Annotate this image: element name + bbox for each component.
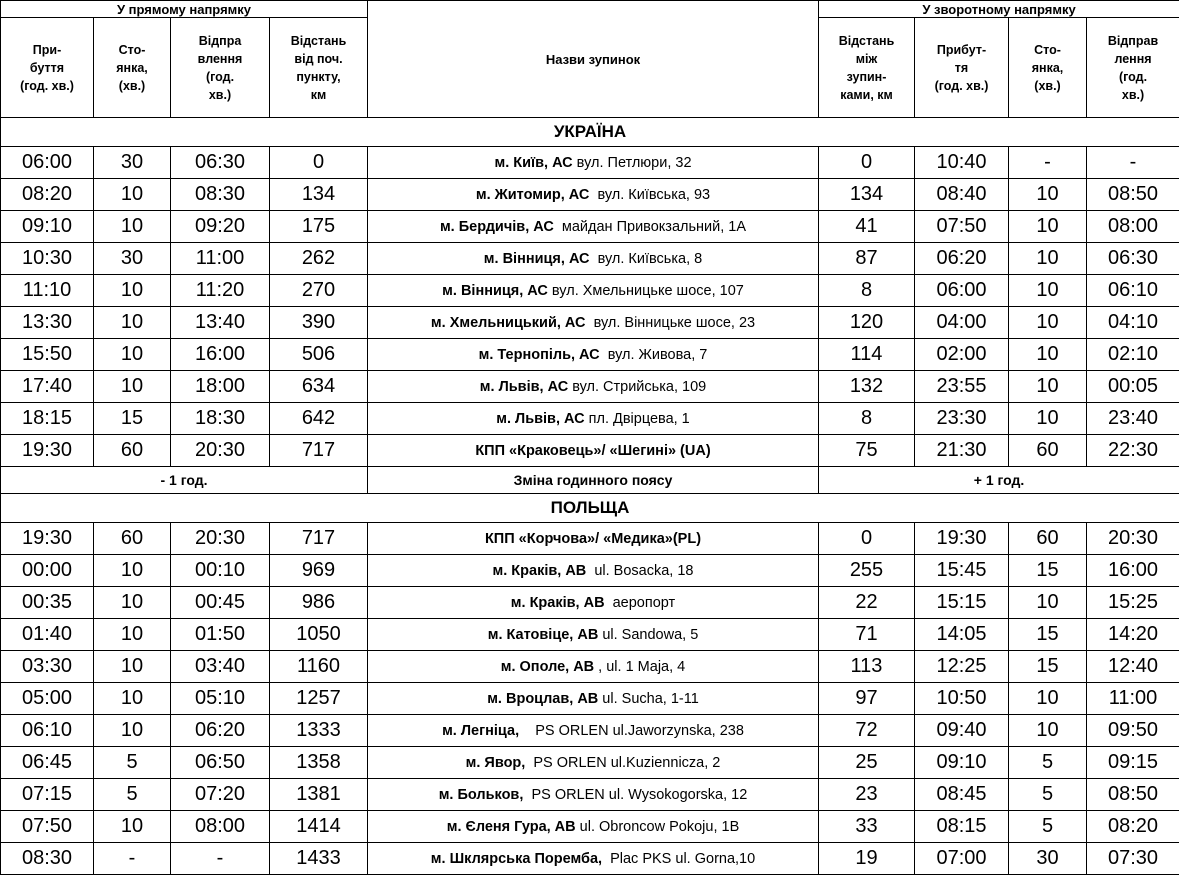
arrival-cell: 01:40: [1, 619, 94, 651]
table-row: [1, 747, 1179, 779]
stop-duration-cell: 15: [94, 403, 171, 435]
reverse-arrival-cell: 15:15: [915, 587, 1009, 619]
departure-cell: 13:40: [171, 307, 270, 339]
header-line: Відпра: [171, 32, 269, 50]
stop-address: PS ORLEN ul. Wysokogorska, 12: [523, 787, 747, 803]
stop-duration-cell: 60: [94, 435, 171, 467]
table-row: [1, 587, 1179, 619]
stop-duration-cell: 10: [94, 179, 171, 211]
stop-address: пл. Двірцева, 1: [585, 411, 690, 427]
stop-name: м. Краків, АВ: [511, 595, 605, 611]
departure-cell: 11:00: [171, 243, 270, 275]
reverse-stop-duration-cell: 15: [1009, 651, 1087, 683]
stop-duration-cell: 10: [94, 211, 171, 243]
stop-address: ul. Obroncow Pokoju, 1В: [576, 819, 740, 835]
header-line: влення: [171, 50, 269, 68]
reverse-stop-duration-header: [1009, 18, 1087, 118]
departure-cell: 18:30: [171, 403, 270, 435]
reverse-distance-cell: 114: [819, 339, 915, 371]
table-row: [1, 779, 1179, 811]
header-line: (год. хв.): [1, 77, 93, 95]
stop-name: м. Явор,: [466, 755, 526, 771]
stop-name: м. Краків, АВ: [493, 563, 587, 579]
reverse-stop-duration-cell: 5: [1009, 811, 1087, 843]
stop-duration-cell: 5: [94, 779, 171, 811]
distance-cell: 634: [270, 371, 368, 403]
table-row: [1, 651, 1179, 683]
header-line: (год. хв.): [915, 77, 1008, 95]
reverse-arrival-header: [915, 18, 1009, 118]
reverse-distance-cell: 72: [819, 715, 915, 747]
stop-address: вул. Петлюри, 32: [573, 155, 692, 171]
distance-cell: 986: [270, 587, 368, 619]
header-line: км: [270, 86, 367, 104]
table-row: [1, 683, 1179, 715]
distance-cell: 1257: [270, 683, 368, 715]
stop-name: м. Вінниця, АС: [442, 283, 548, 299]
stop-name-cell: [368, 555, 819, 587]
reverse-departure-cell: 08:50: [1087, 179, 1179, 211]
distance-cell: 1358: [270, 747, 368, 779]
departure-cell: 08:30: [171, 179, 270, 211]
reverse-arrival-cell: 09:40: [915, 715, 1009, 747]
header-line: янка,: [94, 59, 170, 77]
table-row: [1, 843, 1179, 875]
arrival-cell: 08:20: [1, 179, 94, 211]
distance-cell: 1414: [270, 811, 368, 843]
reverse-departure-cell: 06:30: [1087, 243, 1179, 275]
reverse-stop-duration-cell: 10: [1009, 403, 1087, 435]
reverse-departure-cell: 22:30: [1087, 435, 1179, 467]
arrival-cell: 11:10: [1, 275, 94, 307]
reverse-stop-duration-cell: 10: [1009, 371, 1087, 403]
reverse-arrival-cell: 23:55: [915, 371, 1009, 403]
table-row: [1, 523, 1179, 555]
table-row: [1, 619, 1179, 651]
stop-duration-cell: 10: [94, 555, 171, 587]
stop-address: майдан Привокзальний, 1А: [554, 219, 746, 235]
reverse-stop-duration-cell: 10: [1009, 179, 1087, 211]
reverse-departure-cell: 11:00: [1087, 683, 1179, 715]
stop-name-cell: [368, 211, 819, 243]
stop-duration-cell: -: [94, 843, 171, 875]
departure-cell: -: [171, 843, 270, 875]
stop-name-cell: [368, 523, 819, 555]
reverse-stop-duration-cell: 10: [1009, 339, 1087, 371]
stop-name: м. Львів, АС: [480, 379, 568, 395]
reverse-arrival-cell: 09:10: [915, 747, 1009, 779]
table-row: [1, 339, 1179, 371]
departure-cell: 20:30: [171, 435, 270, 467]
stop-name-cell: [368, 243, 819, 275]
reverse-departure-cell: 08:50: [1087, 779, 1179, 811]
stop-name-cell: [368, 587, 819, 619]
header-line: Сто-: [94, 41, 170, 59]
stop-address: вул. Вінницьке шосе, 23: [586, 315, 756, 331]
stop-name-cell: [368, 811, 819, 843]
stop-address: ul. Sandowa, 5: [598, 627, 698, 643]
departure-cell: 06:50: [171, 747, 270, 779]
reverse-distance-cell: 87: [819, 243, 915, 275]
reverse-departure-cell: 02:10: [1087, 339, 1179, 371]
stop-duration-cell: 10: [94, 651, 171, 683]
forward-direction-header: У прямому напрямку: [1, 1, 368, 18]
reverse-departure-cell: 08:20: [1087, 811, 1179, 843]
reverse-arrival-cell: 07:50: [915, 211, 1009, 243]
stop-address: , ul. 1 Maja, 4: [594, 659, 685, 675]
timezone-plus: + 1 год.: [819, 467, 1179, 494]
header-line: Відправ: [1087, 32, 1179, 50]
arrival-cell: 17:40: [1, 371, 94, 403]
header-line: пункту,: [270, 68, 367, 86]
distance-cell: 1050: [270, 619, 368, 651]
stop-address: PS ORLEN ul.Kuziennicza, 2: [525, 755, 720, 771]
reverse-stop-duration-cell: 15: [1009, 555, 1087, 587]
reverse-arrival-cell: 08:40: [915, 179, 1009, 211]
table-row: [1, 371, 1179, 403]
arrival-cell: 06:00: [1, 147, 94, 179]
arrival-cell: 18:15: [1, 403, 94, 435]
header-line: лення: [1087, 50, 1179, 68]
departure-cell: 06:30: [171, 147, 270, 179]
arrival-cell: 13:30: [1, 307, 94, 339]
reverse-distance-cell: 0: [819, 523, 915, 555]
stop-name-cell: [368, 619, 819, 651]
stop-name-cell: [368, 683, 819, 715]
stop-address: вул. Стрийська, 109: [568, 379, 706, 395]
reverse-stop-duration-cell: 10: [1009, 683, 1087, 715]
reverse-stop-duration-cell: 60: [1009, 435, 1087, 467]
distance-cell: 390: [270, 307, 368, 339]
stop-name-cell: [368, 179, 819, 211]
header-line: хв.): [1087, 86, 1179, 104]
distance-between-stops-header: [819, 18, 915, 118]
distance-cell: 1433: [270, 843, 368, 875]
stop-name: м. Легніца,: [442, 723, 519, 739]
stop-address: вул. Живова, 7: [600, 347, 708, 363]
distance-cell: 717: [270, 523, 368, 555]
departure-cell: 01:50: [171, 619, 270, 651]
distance-cell: 262: [270, 243, 368, 275]
stop-duration-cell: 10: [94, 619, 171, 651]
departure-cell: 08:00: [171, 811, 270, 843]
arrival-cell: 03:30: [1, 651, 94, 683]
header-line: янка,: [1009, 59, 1086, 77]
departure-cell: 00:45: [171, 587, 270, 619]
stop-duration-cell: 10: [94, 587, 171, 619]
reverse-arrival-cell: 14:05: [915, 619, 1009, 651]
stop-name-cell: [368, 147, 819, 179]
arrival-header: [1, 18, 94, 118]
stop-address: аеропорт: [605, 595, 676, 611]
reverse-distance-cell: 0: [819, 147, 915, 179]
arrival-cell: 05:00: [1, 683, 94, 715]
reverse-departure-cell: 16:00: [1087, 555, 1179, 587]
reverse-departure-cell: 12:40: [1087, 651, 1179, 683]
stop-duration-cell: 10: [94, 371, 171, 403]
header-line: (год.: [1087, 68, 1179, 86]
arrival-cell: 00:00: [1, 555, 94, 587]
reverse-distance-cell: 41: [819, 211, 915, 243]
reverse-arrival-cell: 23:30: [915, 403, 1009, 435]
stop-duration-cell: 10: [94, 683, 171, 715]
reverse-departure-cell: 09:15: [1087, 747, 1179, 779]
reverse-departure-cell: 20:30: [1087, 523, 1179, 555]
reverse-stop-duration-cell: 15: [1009, 619, 1087, 651]
stop-name: м. Бердичів, АС: [440, 219, 554, 235]
reverse-stop-duration-cell: 10: [1009, 587, 1087, 619]
arrival-cell: 15:50: [1, 339, 94, 371]
arrival-cell: 10:30: [1, 243, 94, 275]
reverse-distance-cell: 120: [819, 307, 915, 339]
distance-cell: 969: [270, 555, 368, 587]
stop-duration-cell: 60: [94, 523, 171, 555]
header-line: Відстань: [270, 32, 367, 50]
arrival-cell: 07:50: [1, 811, 94, 843]
reverse-stop-duration-cell: 10: [1009, 243, 1087, 275]
reverse-distance-cell: 33: [819, 811, 915, 843]
arrival-cell: 19:30: [1, 523, 94, 555]
reverse-departure-cell: -: [1087, 147, 1179, 179]
stop-name-cell: [368, 307, 819, 339]
departure-cell: 07:20: [171, 779, 270, 811]
stop-name-cell: [368, 275, 819, 307]
stop-name-cell: [368, 747, 819, 779]
header-line: ками, км: [819, 86, 914, 104]
reverse-arrival-cell: 06:20: [915, 243, 1009, 275]
reverse-distance-cell: 8: [819, 403, 915, 435]
departure-cell: 16:00: [171, 339, 270, 371]
stop-name: м. Больков,: [439, 787, 524, 803]
header-line: Прибут-: [915, 41, 1008, 59]
arrival-cell: 06:10: [1, 715, 94, 747]
reverse-arrival-cell: 21:30: [915, 435, 1009, 467]
header-line: від поч.: [270, 50, 367, 68]
reverse-distance-cell: 71: [819, 619, 915, 651]
reverse-stop-duration-cell: 10: [1009, 307, 1087, 339]
reverse-arrival-cell: 08:45: [915, 779, 1009, 811]
reverse-stop-duration-cell: 60: [1009, 523, 1087, 555]
stop-duration-cell: 10: [94, 307, 171, 339]
header-line: (хв.): [94, 77, 170, 95]
stop-names-header: Назви зупинок: [368, 1, 819, 118]
arrival-cell: 08:30: [1, 843, 94, 875]
stop-name-cell: [368, 339, 819, 371]
stop-name-cell: [368, 371, 819, 403]
departure-header: [171, 18, 270, 118]
departure-cell: 09:20: [171, 211, 270, 243]
stop-name: м. Львів, АС: [496, 411, 584, 427]
reverse-departure-header: [1087, 18, 1179, 118]
stop-duration-cell: 30: [94, 243, 171, 275]
distance-cell: 1160: [270, 651, 368, 683]
stop-name-cell: [368, 779, 819, 811]
stop-name: м. Вроцлав, АВ: [487, 691, 598, 707]
reverse-distance-cell: 255: [819, 555, 915, 587]
header-line: (год.: [171, 68, 269, 86]
stop-duration-cell: 30: [94, 147, 171, 179]
reverse-departure-cell: 15:25: [1087, 587, 1179, 619]
timezone-minus: - 1 год.: [1, 467, 368, 494]
table-row: [1, 211, 1179, 243]
departure-cell: 05:10: [171, 683, 270, 715]
reverse-arrival-cell: 10:40: [915, 147, 1009, 179]
stop-address: ul. Bosacka, 18: [586, 563, 693, 579]
stop-name: КПП «Краковець»/ «Шегині» (UA): [475, 443, 710, 459]
reverse-arrival-cell: 07:00: [915, 843, 1009, 875]
stop-name: КПП «Корчова»/ «Медика»(PL): [485, 531, 701, 547]
reverse-distance-cell: 8: [819, 275, 915, 307]
table-row: [1, 307, 1179, 339]
arrival-cell: 19:30: [1, 435, 94, 467]
reverse-distance-cell: 75: [819, 435, 915, 467]
stop-address: вул. Київська, 93: [589, 187, 710, 203]
arrival-cell: 09:10: [1, 211, 94, 243]
stop-address: вул. Хмельницьке шосе, 107: [548, 283, 744, 299]
reverse-distance-cell: 132: [819, 371, 915, 403]
stop-name: м. Тернопіль, АС: [479, 347, 600, 363]
stop-duration-header: [94, 18, 171, 118]
reverse-direction-header: У зворотному напрямку: [819, 1, 1179, 18]
table-row: [1, 435, 1179, 467]
departure-cell: 20:30: [171, 523, 270, 555]
reverse-stop-duration-cell: 10: [1009, 715, 1087, 747]
header-line: зупин-: [819, 68, 914, 86]
departure-cell: 06:20: [171, 715, 270, 747]
stop-name: м. Ополе, АВ: [501, 659, 594, 675]
reverse-distance-cell: 23: [819, 779, 915, 811]
reverse-departure-cell: 14:20: [1087, 619, 1179, 651]
reverse-stop-duration-cell: -: [1009, 147, 1087, 179]
stop-duration-cell: 10: [94, 715, 171, 747]
reverse-distance-cell: 97: [819, 683, 915, 715]
stop-duration-cell: 10: [94, 275, 171, 307]
stop-duration-cell: 10: [94, 811, 171, 843]
reverse-distance-cell: 113: [819, 651, 915, 683]
distance-cell: 717: [270, 435, 368, 467]
reverse-arrival-cell: 12:25: [915, 651, 1009, 683]
country-ukraine: УКРАЇНА: [1, 118, 1179, 147]
header-line: (хв.): [1009, 77, 1086, 95]
reverse-departure-cell: 00:05: [1087, 371, 1179, 403]
stop-name-cell: [368, 403, 819, 435]
reverse-departure-cell: 23:40: [1087, 403, 1179, 435]
stop-name-cell: [368, 651, 819, 683]
reverse-departure-cell: 08:00: [1087, 211, 1179, 243]
departure-cell: 03:40: [171, 651, 270, 683]
reverse-arrival-cell: 15:45: [915, 555, 1009, 587]
table-row: [1, 403, 1179, 435]
arrival-cell: 00:35: [1, 587, 94, 619]
reverse-arrival-cell: 10:50: [915, 683, 1009, 715]
distance-from-start-header: [270, 18, 368, 118]
stop-duration-cell: 10: [94, 339, 171, 371]
header-line: Сто-: [1009, 41, 1086, 59]
stop-name: м. Хмельницький, АС: [431, 315, 586, 331]
stop-address: вул. Київська, 8: [590, 251, 703, 267]
stop-name: м. Єленя Гура, АВ: [447, 819, 576, 835]
reverse-arrival-cell: 19:30: [915, 523, 1009, 555]
reverse-arrival-cell: 04:00: [915, 307, 1009, 339]
distance-cell: 134: [270, 179, 368, 211]
header-line: між: [819, 50, 914, 68]
reverse-departure-cell: 09:50: [1087, 715, 1179, 747]
reverse-arrival-cell: 08:15: [915, 811, 1009, 843]
header-line: Відстань: [819, 32, 914, 50]
reverse-distance-cell: 22: [819, 587, 915, 619]
distance-cell: 270: [270, 275, 368, 307]
table-row: [1, 243, 1179, 275]
table-row: [1, 555, 1179, 587]
stop-address: PS ORLEN ul.Jaworzynska, 238: [519, 723, 744, 739]
header-line: буття: [1, 59, 93, 77]
header-line: тя: [915, 59, 1008, 77]
reverse-stop-duration-cell: 10: [1009, 275, 1087, 307]
reverse-distance-cell: 134: [819, 179, 915, 211]
stop-duration-cell: 5: [94, 747, 171, 779]
stop-name: м. Київ, АС: [494, 155, 572, 171]
table-row: [1, 715, 1179, 747]
stop-name: м. Вінниця, АС: [484, 251, 590, 267]
reverse-stop-duration-cell: 10: [1009, 211, 1087, 243]
stop-name: м. Шклярська Поремба,: [431, 851, 602, 867]
reverse-stop-duration-cell: 5: [1009, 747, 1087, 779]
stop-name: м. Житомир, АС: [476, 187, 590, 203]
distance-cell: 1333: [270, 715, 368, 747]
table-row: [1, 275, 1179, 307]
timezone-change-label: Зміна годинного поясу: [368, 467, 819, 494]
header-line: хв.): [171, 86, 269, 104]
reverse-arrival-cell: 06:00: [915, 275, 1009, 307]
reverse-stop-duration-cell: 5: [1009, 779, 1087, 811]
departure-cell: 11:20: [171, 275, 270, 307]
reverse-departure-cell: 06:10: [1087, 275, 1179, 307]
departure-cell: 18:00: [171, 371, 270, 403]
distance-cell: 506: [270, 339, 368, 371]
reverse-distance-cell: 25: [819, 747, 915, 779]
stop-name-cell: [368, 715, 819, 747]
table-row: [1, 179, 1179, 211]
arrival-cell: 06:45: [1, 747, 94, 779]
table-row: [1, 811, 1179, 843]
header-line: При-: [1, 41, 93, 59]
distance-cell: 0: [270, 147, 368, 179]
reverse-distance-cell: 19: [819, 843, 915, 875]
stop-address: ul. Sucha, 1-11: [598, 691, 699, 707]
stop-name-cell: [368, 843, 819, 875]
reverse-stop-duration-cell: 30: [1009, 843, 1087, 875]
table-row: [1, 147, 1179, 179]
country-poland: ПОЛЬЩА: [1, 494, 1179, 523]
stop-name: м. Катовіце, АВ: [488, 627, 599, 643]
reverse-departure-cell: 04:10: [1087, 307, 1179, 339]
departure-cell: 00:10: [171, 555, 270, 587]
arrival-cell: 07:15: [1, 779, 94, 811]
reverse-arrival-cell: 02:00: [915, 339, 1009, 371]
stop-name-cell: [368, 435, 819, 467]
reverse-departure-cell: 07:30: [1087, 843, 1179, 875]
distance-cell: 175: [270, 211, 368, 243]
stop-address: Plac PKS ul. Gorna,10: [602, 851, 755, 867]
distance-cell: 642: [270, 403, 368, 435]
distance-cell: 1381: [270, 779, 368, 811]
